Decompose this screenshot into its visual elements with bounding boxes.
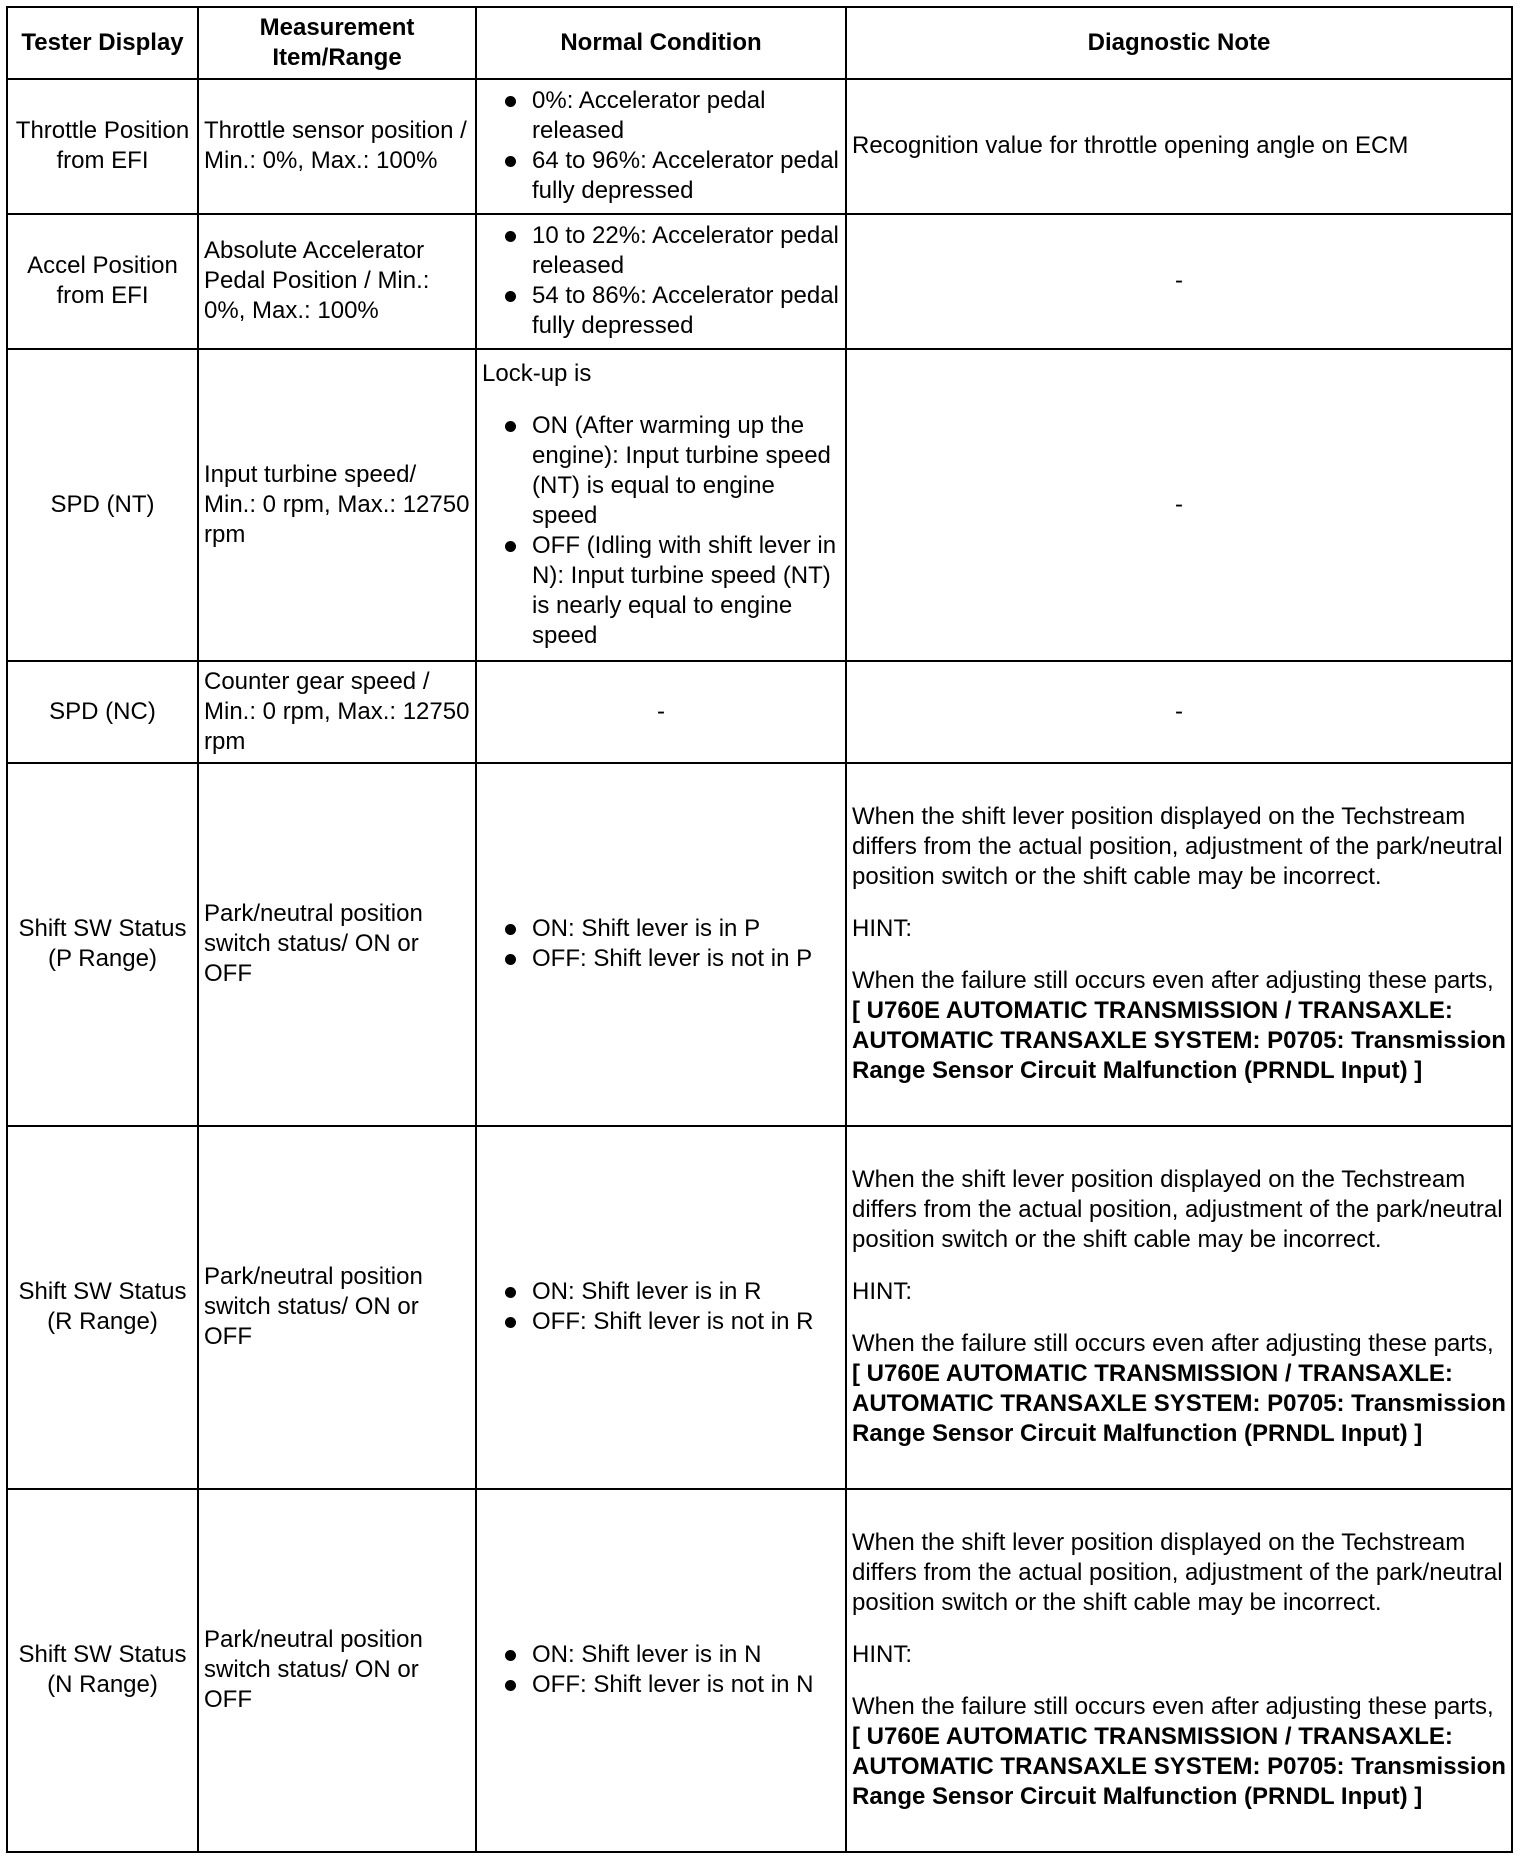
- reference-link[interactable]: [ U760E AUTOMATIC TRANSMISSION / TRANSAXLE: AUTOMATIC TRANSAXLE SYSTEM: P0705: Transmission Range Sensor Circuit Malfunction (PRNDL Input) ]: [852, 997, 1506, 1084]
- measurement-cell: Park/neutral position switch status/ ON or OFF: [198, 1489, 476, 1852]
- normal-condition-cell: [476, 349, 846, 661]
- table-row: [7, 214, 1512, 349]
- diagnostic-note-cell: [846, 763, 1512, 1126]
- diagnostic-note-cell: -: [846, 214, 1512, 349]
- table-row: [7, 1126, 1512, 1489]
- measurement-cell: Park/neutral position switch status/ ON or OFF: [198, 1126, 476, 1489]
- normal-condition-cell: [476, 1489, 846, 1852]
- table-row: [7, 763, 1512, 1126]
- note-paragraph: When the shift lever position displayed on the Techstream differs from the actual position, adjustment of the park/neutral position switch or the shift cable may be incorrect.: [852, 1529, 1503, 1616]
- tester-display-cell: Shift SW Status (R Range): [7, 1126, 198, 1489]
- list-item: OFF: Shift lever is not in R: [482, 1307, 840, 1337]
- measurement-cell: Park/neutral position switch status/ ON or OFF: [198, 763, 476, 1126]
- reference-link[interactable]: [ U760E AUTOMATIC TRANSMISSION / TRANSAXLE: AUTOMATIC TRANSAXLE SYSTEM: P0705: Transmission Range Sensor Circuit Malfunction (PRNDL Input) ]: [852, 1723, 1506, 1810]
- table-row: [7, 349, 1512, 661]
- normal-condition-list: [482, 1640, 840, 1700]
- measurement-cell: Counter gear speed / Min.: 0 rpm, Max.: 12750 rpm: [198, 661, 476, 763]
- list-item: 10 to 22%: Accelerator pedal released: [482, 221, 840, 281]
- diagnostic-note-cell: Recognition value for throttle opening angle on ECM: [846, 79, 1512, 214]
- measurement-cell: Input turbine speed/ Min.: 0 rpm, Max.: 12750 rpm: [198, 349, 476, 661]
- hint-label: HINT:: [852, 1641, 912, 1668]
- note-paragraph: When the shift lever position displayed on the Techstream differs from the actual position, adjustment of the park/neutral position switch or the shift cable may be incorrect.: [852, 803, 1503, 890]
- note-paragraph: [852, 1329, 1506, 1449]
- diagnostic-note-cell: -: [846, 661, 1512, 763]
- header-diagnostic-note: Diagnostic Note: [846, 7, 1512, 79]
- list-item: OFF: Shift lever is not in P: [482, 944, 840, 974]
- normal-condition-list: [482, 86, 840, 206]
- normal-condition-cell: [476, 1126, 846, 1489]
- header-tester-display: Tester Display: [7, 7, 198, 79]
- list-item: OFF (Idling with shift lever in N): Input turbine speed (NT) is nearly equal to engine speed: [482, 531, 840, 651]
- measurement-cell: Throttle sensor position / Min.: 0%, Max.: 100%: [198, 79, 476, 214]
- tester-display-cell: SPD (NT): [7, 349, 198, 661]
- normal-condition-cell: [476, 214, 846, 349]
- diagnostic-data-table: [6, 6, 1513, 1853]
- list-item: ON (After warming up the engine): Input turbine speed (NT) is equal to engine speed: [482, 411, 840, 531]
- header-measurement: Measurement Item/Range: [198, 7, 476, 79]
- list-item: ON: Shift lever is in R: [482, 1277, 840, 1307]
- note-paragraph: [852, 966, 1506, 1086]
- list-item: 0%: Accelerator pedal released: [482, 86, 840, 146]
- header-row: [7, 7, 1512, 79]
- normal-condition-list: [482, 1277, 840, 1337]
- normal-condition-lead: Lock-up is: [482, 359, 592, 387]
- tester-display-cell: SPD (NC): [7, 661, 198, 763]
- list-item: ON: Shift lever is in N: [482, 1640, 840, 1670]
- tester-display-cell: Accel Position from EFI: [7, 214, 198, 349]
- list-item: 54 to 86%: Accelerator pedal fully depressed: [482, 281, 840, 341]
- header-normal-condition: Normal Condition: [476, 7, 846, 79]
- normal-condition-list: [482, 221, 840, 341]
- normal-condition-cell: -: [476, 661, 846, 763]
- note-paragraph: [852, 1692, 1506, 1812]
- diagnostic-note-cell: [846, 1489, 1512, 1852]
- table-row: [7, 79, 1512, 214]
- hint-label: HINT:: [852, 915, 912, 942]
- note-text: When the failure still occurs even after adjusting these parts,: [852, 1330, 1494, 1357]
- tester-display-cell: Throttle Position from EFI: [7, 79, 198, 214]
- tester-display-cell: Shift SW Status (P Range): [7, 763, 198, 1126]
- note-text: When the failure still occurs even after adjusting these parts,: [852, 1693, 1494, 1720]
- reference-link[interactable]: [ U760E AUTOMATIC TRANSMISSION / TRANSAXLE: AUTOMATIC TRANSAXLE SYSTEM: P0705: Transmission Range Sensor Circuit Malfunction (PRNDL Input) ]: [852, 1360, 1506, 1447]
- table-row: [7, 661, 1512, 763]
- list-item: ON: Shift lever is in P: [482, 914, 840, 944]
- normal-condition-list: [482, 411, 840, 651]
- table-row: [7, 1489, 1512, 1852]
- normal-condition-cell: [476, 763, 846, 1126]
- diagnostic-note-cell: -: [846, 349, 1512, 661]
- list-item: 64 to 96%: Accelerator pedal fully depressed: [482, 146, 840, 206]
- diagnostic-note-cell: [846, 1126, 1512, 1489]
- note-text: When the failure still occurs even after adjusting these parts,: [852, 967, 1494, 994]
- tester-display-cell: Shift SW Status (N Range): [7, 1489, 198, 1852]
- note-paragraph: When the shift lever position displayed on the Techstream differs from the actual position, adjustment of the park/neutral position switch or the shift cable may be incorrect.: [852, 1166, 1503, 1253]
- hint-label: HINT:: [852, 1278, 912, 1305]
- normal-condition-cell: [476, 79, 846, 214]
- list-item: OFF: Shift lever is not in N: [482, 1670, 840, 1700]
- measurement-cell: Absolute Accelerator Pedal Position / Min.: 0%, Max.: 100%: [198, 214, 476, 349]
- normal-condition-list: [482, 914, 840, 974]
